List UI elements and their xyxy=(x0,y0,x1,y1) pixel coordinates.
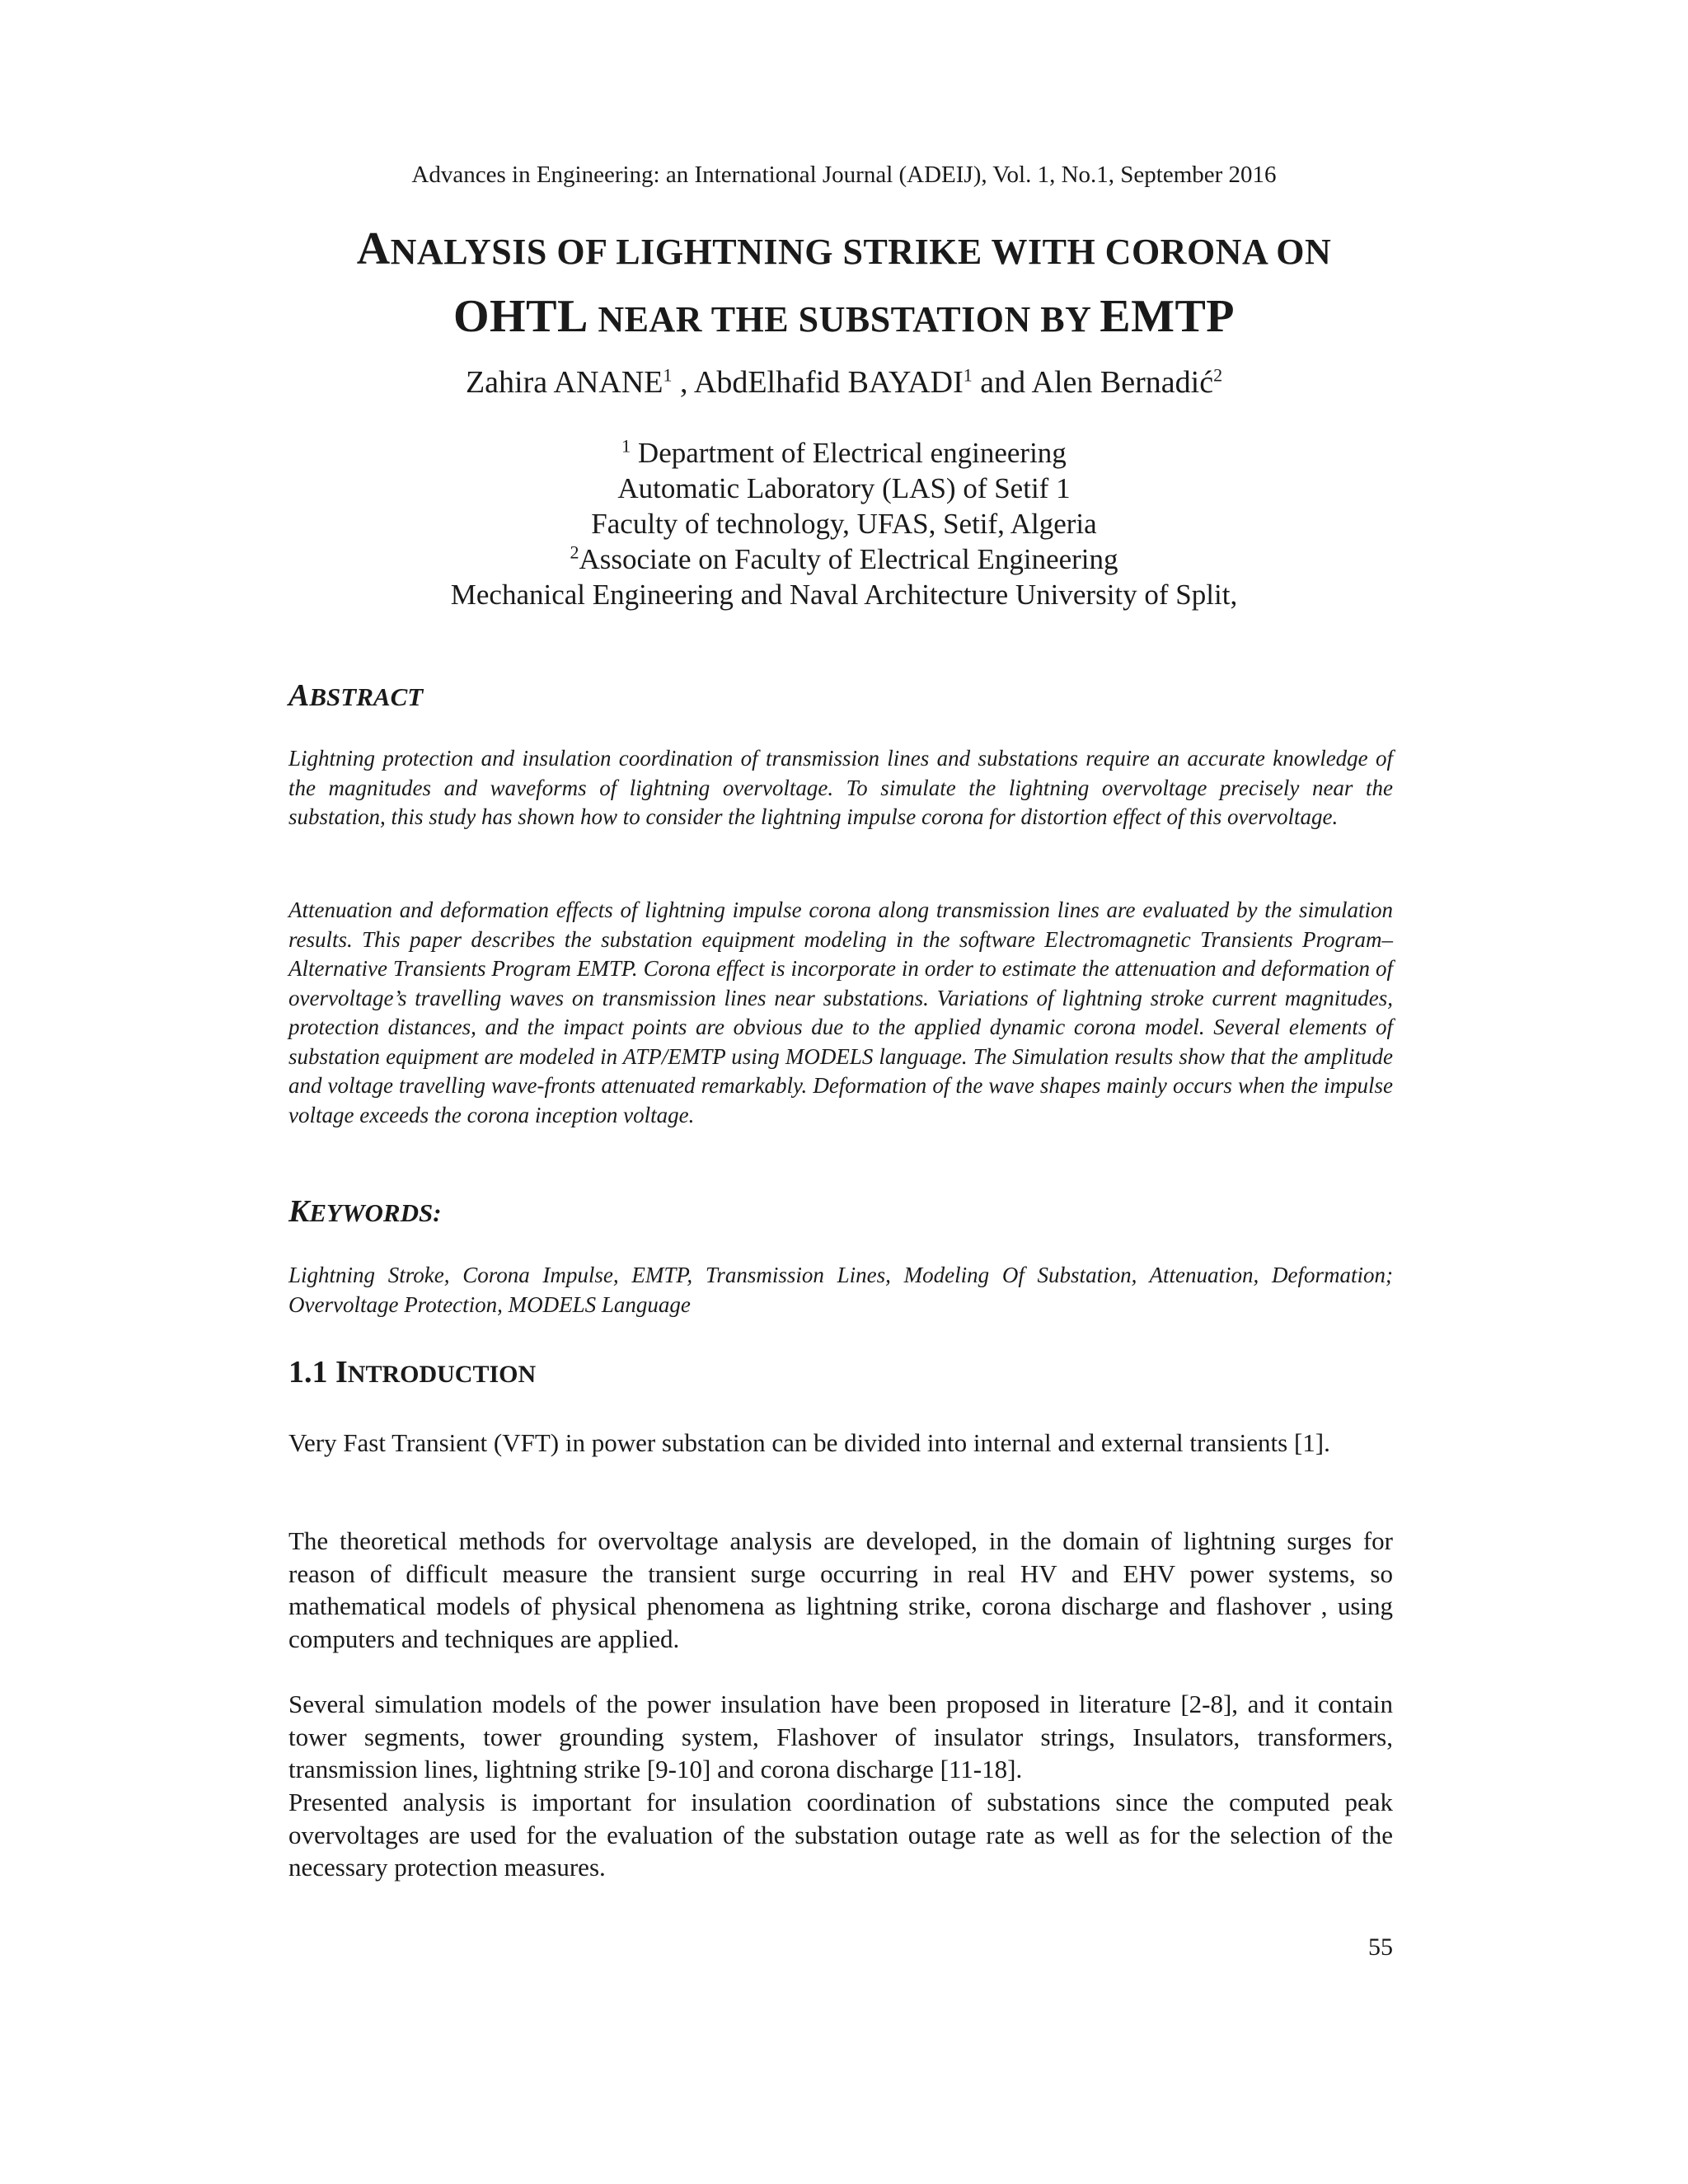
title-line-1: ANALYSIS OF LIGHTNING STRIKE WITH CORONA ON xyxy=(356,223,1332,274)
intro-paragraph-3: Several simulation models of the power insulation have been proposed in literature [2-8], and it contain tower segments, tower grounding system, Flashover of insulator strings, Insulators, transformers, transmission lines, lightning strike [9-10] and corona discharge [11-18]. xyxy=(288,1690,1393,1783)
paper-title xyxy=(0,221,1688,356)
affiliation-line-2: Automatic Laboratory (LAS) of Setif 1 xyxy=(617,472,1071,504)
keywords-text: Lightning Stroke, Corona Impulse, EMTP, Transmission Lines, Modeling Of Substation, Attenuation, Deformation; Overvoltage Protection, MODELS Language xyxy=(288,1263,1393,1317)
author-1-affil-mark: 1 xyxy=(663,364,673,386)
intro-paragraph-4: Presented analysis is important for insulation coordination of substations since the computed peak overvoltages are used for the evaluation of the substation outage rate as well as for the selection of the necessary protection measures. xyxy=(288,1788,1393,1882)
author-1: Zahira ANANE xyxy=(465,365,663,400)
author-3: Alen Bernadić xyxy=(1031,365,1214,400)
author-3-affil-mark: 2 xyxy=(1213,364,1223,386)
affiliation-line-5: Mechanical Engineering and Naval Architecture University of Split, xyxy=(450,579,1238,611)
author-2: AbdElhafid BAYADI xyxy=(693,365,964,400)
keywords-heading: KEYWORDS: xyxy=(288,1194,442,1229)
introduction-heading: 1.1 INTRODUCTION xyxy=(288,1355,537,1390)
intro-paragraph-2: The theoretical methods for overvoltage analysis are developed, in the domain of lightning surges for reason of difficult measure the transient surge occurring in real HV and EHV power systems, so mathematical models of physical phenomena as lightning strike, corona discharge and flashover , using computers and techniques are applied. xyxy=(288,1526,1393,1653)
author-2-affil-mark: 1 xyxy=(963,364,973,386)
affiliations xyxy=(0,435,1688,612)
affiliation-line-4: $^2$Associate on Faculty of Electrical Engineering xyxy=(570,541,1118,575)
author-list: Zahira ANANE$^1$ , AbdElhafid BAYADI$^1$ and Alen Bernadić$^2$ xyxy=(465,364,1223,400)
title-line-2: OHTL NEAR THE SUBSTATION BY EMTP xyxy=(452,291,1235,342)
affiliation-line-1: $^1$ Department of Electrical engineering xyxy=(621,435,1067,469)
abstract-heading: ABSTRACT xyxy=(288,678,424,713)
page-number: 55 xyxy=(1368,1933,1393,1961)
affiliation-line-3: Faculty of technology, UFAS, Setif, Algeria xyxy=(591,508,1097,540)
abstract-paragraph-2: Attenuation and deformation effects of lightning impulse corona along transmission lines are evaluated by the simulation results. This paper describes the substation equipment modeling in the software Electromagnetic Transients Program–Alternative Transients Program EMTP. Corona effect is incorporate in order to estimate the attenuation and deformation of overvoltage’s travelling waves on transmission lines near substations. Variations of lightning stroke current magnitudes, protection distances, and the impact points are obvious due to the applied dynamic corona model. Several elements of substation equipment are modeled in ATP/EMTP using MODELS language. The Simulation results show that the amplitude and voltage travelling wave-fronts attenuated remarkably. Deformation of the wave shapes mainly occurs when the impulse voltage exceeds the corona inception voltage. xyxy=(288,898,1393,1127)
intro-paragraph-1: Very Fast Transient (VFT) in power substation can be divided into internal and external transients [1]. xyxy=(288,1428,1330,1457)
abstract-paragraph-1: Lightning protection and insulation coordination of transmission lines and substations require an accurate knowledge of the magnitudes and waveforms of lightning overvoltage. To simulate the lightning overvoltage precisely near the substation, this study has shown how to consider the lightning impulse corona for distortion effect of this overvoltage. xyxy=(288,746,1393,829)
running-head: Advances in Engineering: an International Journal (ADEIJ), Vol. 1, No.1, September 2016 xyxy=(411,162,1277,188)
